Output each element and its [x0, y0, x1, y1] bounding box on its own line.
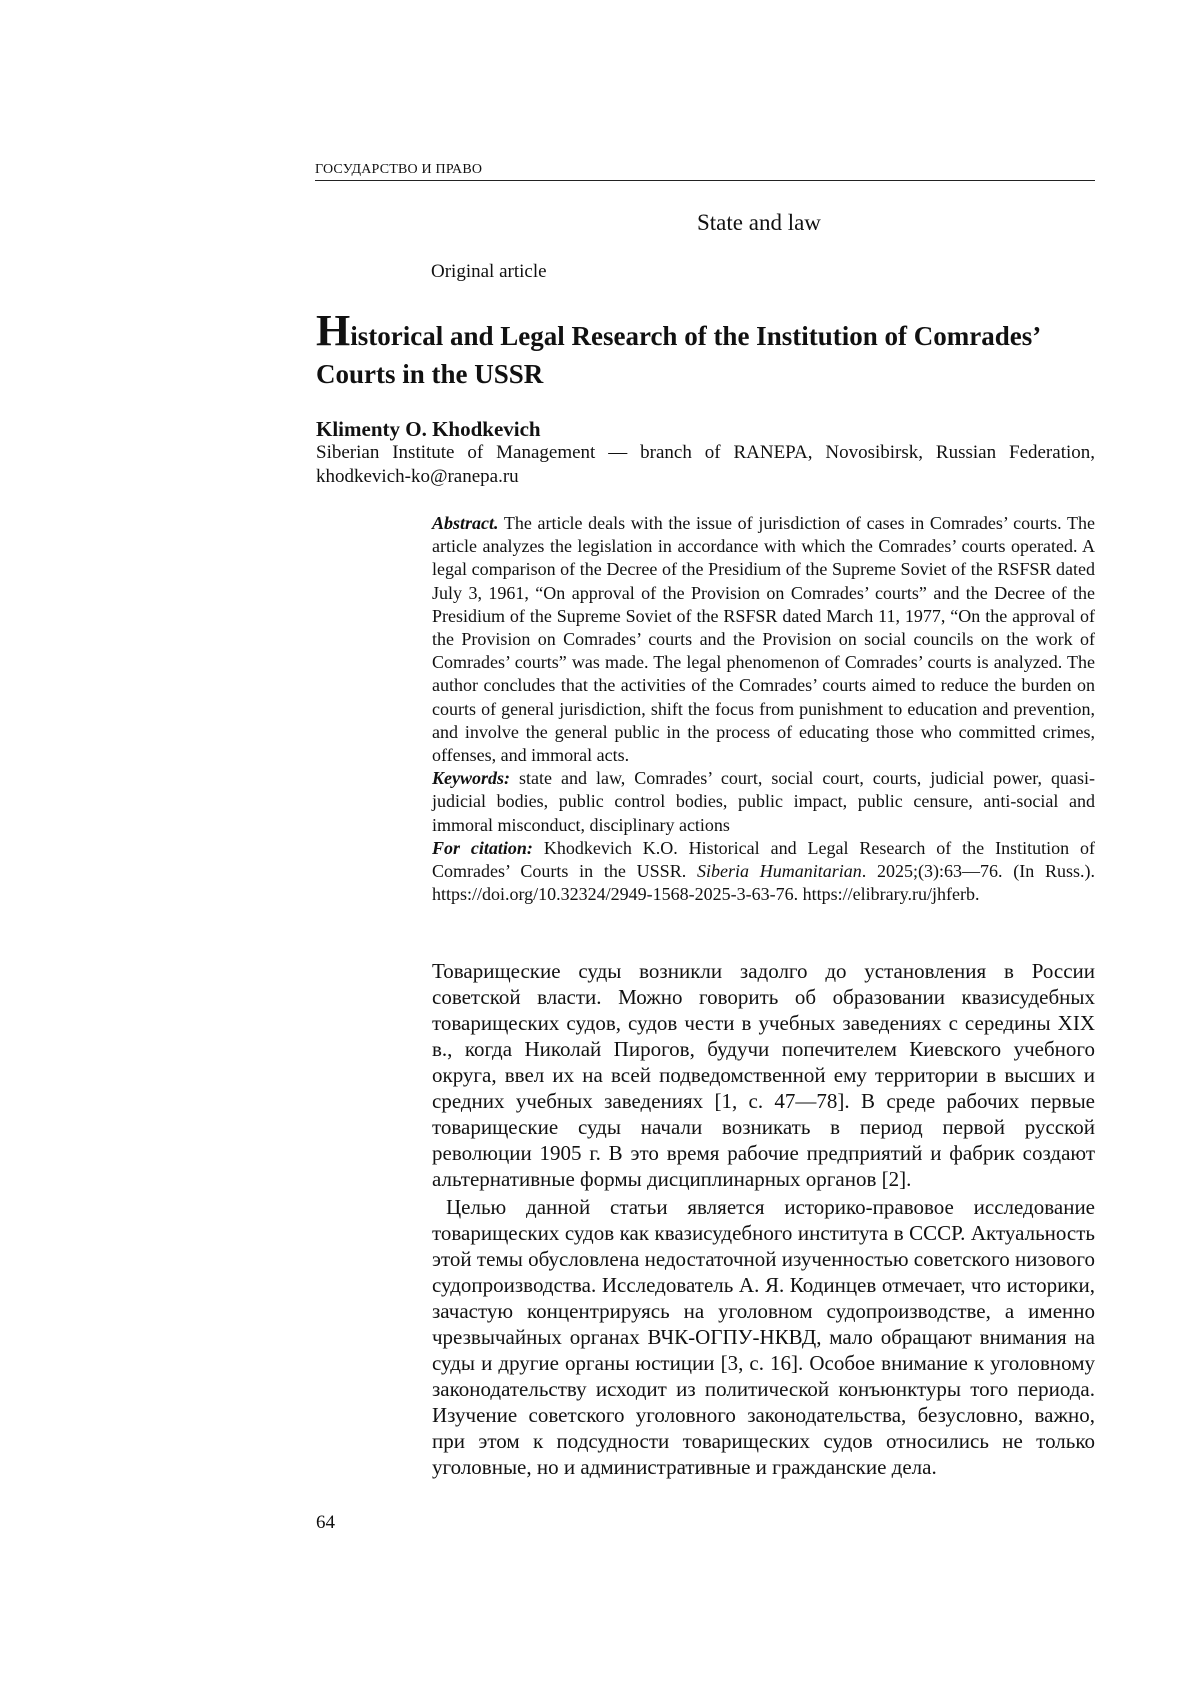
abstract-text: The article deals with the issue of jurisdiction of cases in Comrades’ courts. The article analyzes the legislation in accordance with which the Comrades’ courts operated. A legal comparison of the Decree of the Presidium of the Supreme Soviet of the RSFSR dated July 3, 1961, “On approval of the Provision on Comrades’ courts” and the Decree of the Presidium of the Supreme Soviet of the RSFSR dated March 11, 1977, “On the approval of the Provision on Comrades’ courts and the Provision on social councils on the work of Comrades’ courts” was made. The legal phenomenon of Comrades’ courts is analyzed. The author concludes that the activities of the Comrades’ courts aimed to reduce the burden on courts of general jurisdiction, shift the focus from punishment to education and prevention, and involve the general public in the process of educating those who committed crimes, offenses, and immoral acts.: [432, 513, 1095, 765]
elibrary-link[interactable]: https://elibrary.ru/jhferb.: [803, 884, 980, 904]
body-paragraph: Товарищеские суды возникли задолго до установления в России советской власти. Можно говорить об образовании квазисудебных товарищеских судов, судов чести в учебных заведениях с середины XIX в., когда Николай Пирогов, будучи попечителем Киевского учебного округа, ввел их на всей подведомственной ему территории в высших и средних учебных заведениях [1, с. 47—78]. В среде рабочих первые товарищеские суды начали возникать в период первой русской революции 1905 г. В это время рабочие предприятий и фабрик создают альтернативные формы дисциплинарных органов [2].: [432, 958, 1095, 1192]
title-drop-cap: H: [316, 306, 350, 355]
author-email-link[interactable]: khodkevich-ko@ranepa.ru: [316, 466, 519, 487]
keywords-label: Keywords:: [432, 768, 510, 788]
citation-label: For citation:: [432, 838, 533, 858]
doi-link[interactable]: https://doi.org/10.32324/2949-1568-2025-3-63-76.: [432, 884, 798, 904]
affiliation-text: Siberian Institute of Management — branch of RANEPA, Novosibirsk, Russian Federation,: [316, 442, 1095, 463]
article-title: [316, 312, 1116, 393]
author-name: Klimenty O. Khodkevich: [316, 417, 541, 442]
page-number: 64: [316, 1512, 335, 1534]
keywords-paragraph: [432, 767, 1095, 837]
citation-details: . 2025;(3):63—76. (In Russ.).: [862, 861, 1095, 881]
citation-paragraph: [432, 837, 1095, 907]
citation-text: Khodkevich K.O. Historical and Legal Research of the Institution of Comrades’ Courts in the USSR.: [432, 838, 1095, 881]
abstract-block: [432, 512, 1095, 906]
keywords-text: state and law, Comrades’ court, social court, courts, judicial power, quasi-judicial bodies, public control bodies, public impact, public censure, anti-social and immoral misconduct, disciplinary actions: [432, 768, 1095, 834]
title-text: istorical and Legal Research of the Institution of Comrades’ Courts in the USSR: [316, 321, 1039, 389]
body-text: [432, 958, 1095, 1480]
article-type: Original article: [431, 261, 547, 283]
body-paragraph: Целью данной статьи является историко-правовое исследование товарищеских судов как квазисудебного института в СССР. Актуальность этой темы обусловлена недостаточной изученностью советского низового судопроизводства. Исследователь А. Я. Кодинцев отмечает, что историки, зачастую концентрируясь на уголовном судопроизводстве, а именно чрезвычайных органах ВЧК-ОГПУ-НКВД, мало обращают внимания на суды и другие органы юстиции [3, с. 16]. Особое внимание к уголовному законодательству исходит из политической конъюнктуры того периода. Изучение советского уголовного законодательства, безусловно, важно, при этом к подсудности товарищеских судов относились не только уголовные, но и административные и гражданские дела.: [432, 1194, 1095, 1480]
author-affiliation: [316, 441, 1095, 489]
abstract-label: Abstract.: [432, 513, 499, 533]
citation-journal: Siberia Humanitarian: [697, 861, 862, 881]
running-head: ГОСУДАРСТВО И ПРАВО: [315, 162, 1095, 181]
section-label: State and law: [697, 210, 821, 236]
abstract-paragraph: [432, 512, 1095, 767]
